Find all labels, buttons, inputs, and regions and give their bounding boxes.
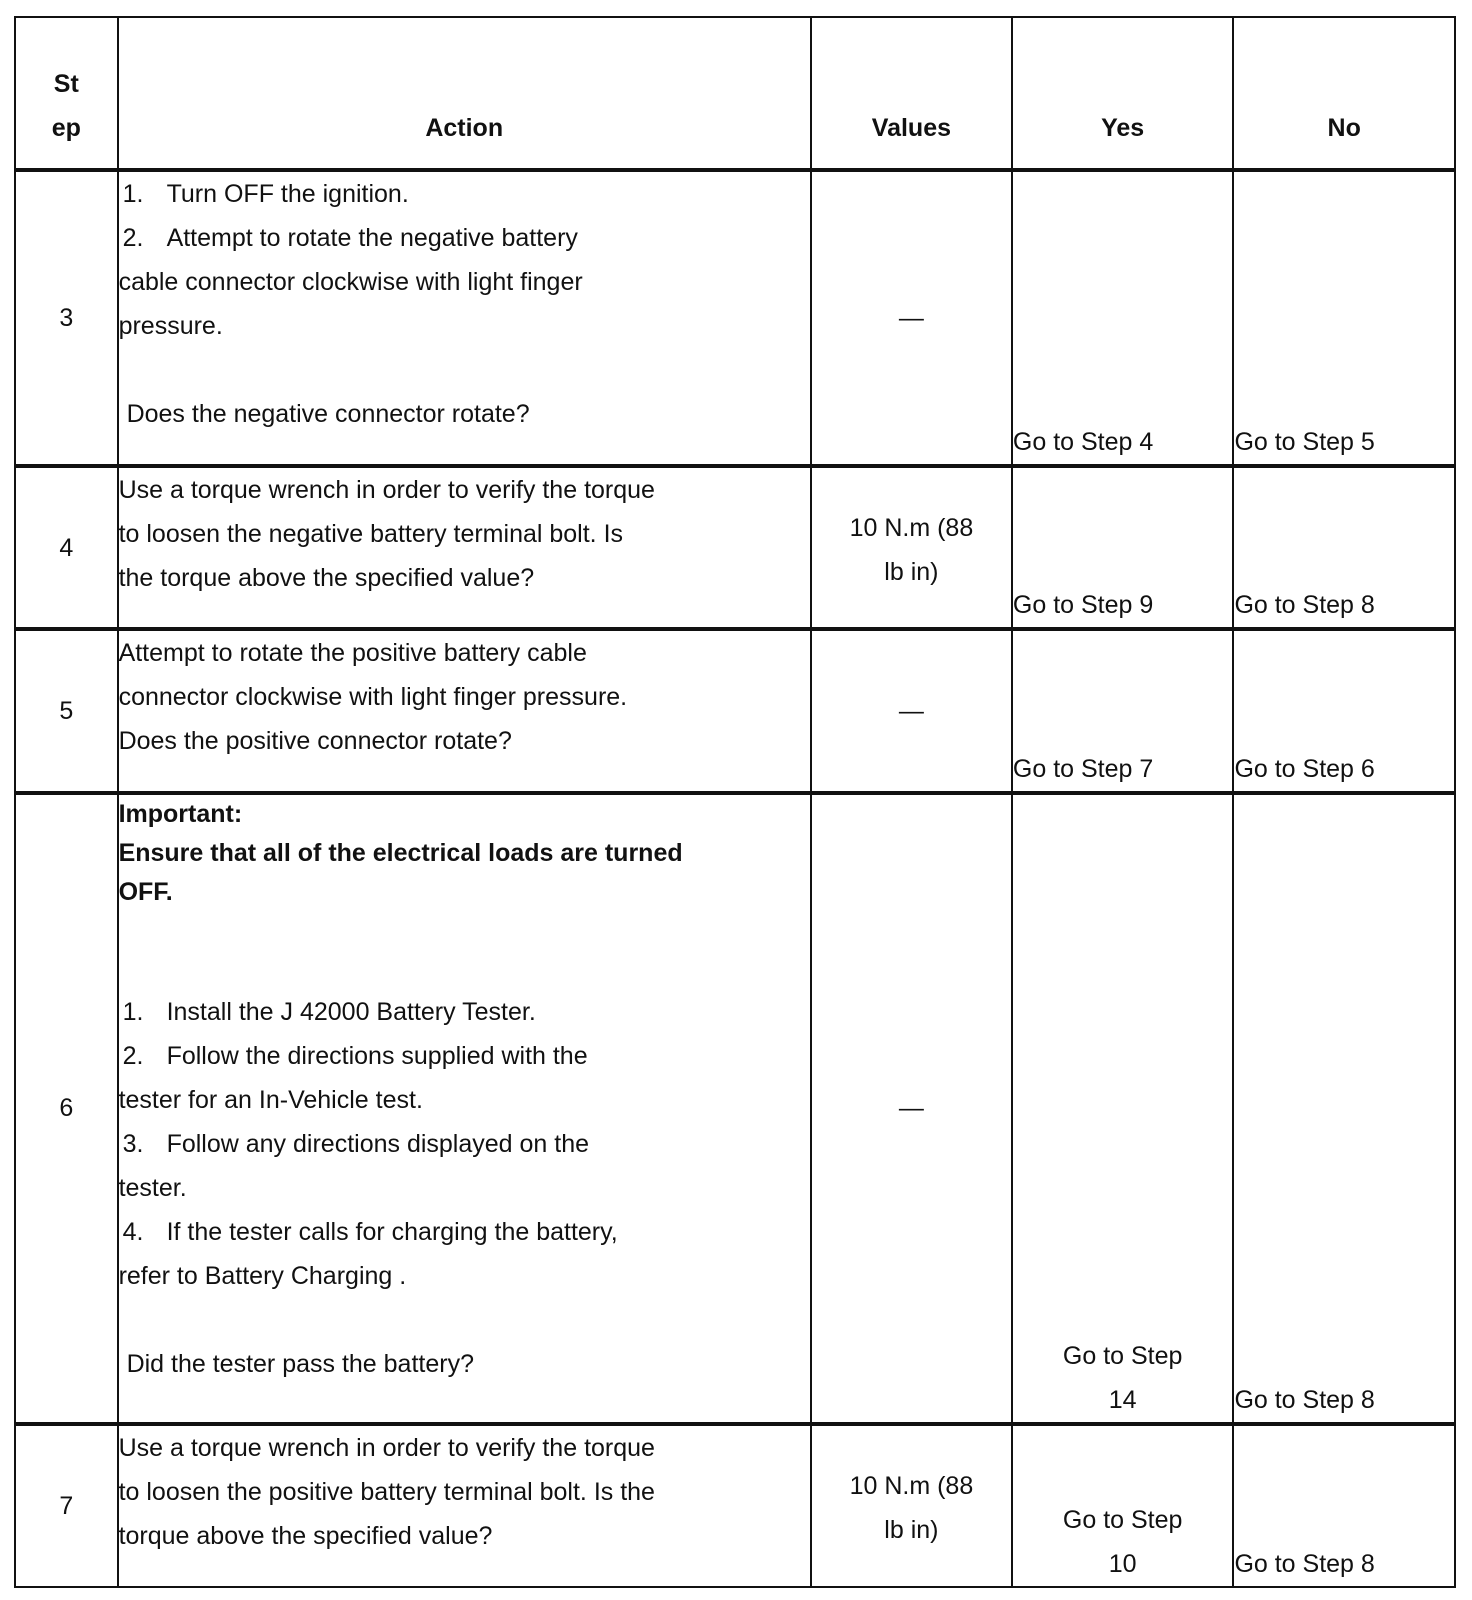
step-number: 3 bbox=[15, 170, 118, 466]
question-text: Does the negative connector rotate? bbox=[126, 400, 530, 429]
header-action: Action bbox=[118, 17, 811, 170]
value-cell: 10 N.m (88 lb in) bbox=[811, 1424, 1012, 1587]
yes-cell: Go to Step 10 bbox=[1012, 1424, 1234, 1587]
yes-cell: Go to Step 14 bbox=[1012, 793, 1234, 1424]
action-cell: Use a torque wrench in order to verify the torque to loosen the positive battery terminal bolt. Is the torque above the specified value? bbox=[118, 1424, 811, 1587]
table-row bbox=[15, 629, 1455, 792]
table-row bbox=[15, 793, 1455, 1424]
no-cell: Go to Step 5 bbox=[1233, 170, 1455, 466]
no-cell: Go to Step 8 bbox=[1233, 793, 1455, 1424]
action-cell: Use a torque wrench in order to verify the torque to loosen the negative battery terminal bolt. Is the torque above the specified value? bbox=[118, 466, 811, 629]
value-cell: 10 N.m (88 lb in) bbox=[811, 466, 1012, 629]
table-row bbox=[15, 1424, 1455, 1587]
value-cell: — bbox=[811, 629, 1012, 792]
table-row bbox=[15, 466, 1455, 629]
header-row bbox=[15, 17, 1455, 170]
header-values: Values bbox=[811, 17, 1012, 170]
diagnostic-table bbox=[14, 16, 1456, 1588]
step-number: 6 bbox=[15, 793, 118, 1424]
important-label: Important: bbox=[118, 799, 243, 828]
table-row bbox=[15, 170, 1455, 466]
header-no: No bbox=[1233, 17, 1455, 170]
header-step: St ep bbox=[15, 17, 118, 170]
action-cell: Important: Ensure that all of the electrical loads are turned OFF. 1. Install the J 42000 Battery Tester. 2. Follow the directions supplied with the tester for an In-Vehicle test. 3. Follow any directions displayed on the tester. 4. If the tester calls for charging the battery, refer to Battery Charging . Did the tester pass the battery? bbox=[118, 793, 811, 1424]
value-cell: — bbox=[811, 793, 1012, 1424]
value-cell: — bbox=[811, 170, 1012, 466]
step-number: 5 bbox=[15, 629, 118, 792]
yes-cell: Go to Step 7 bbox=[1012, 629, 1234, 792]
step-number: 7 bbox=[15, 1424, 118, 1587]
yes-cell: Go to Step 4 bbox=[1012, 170, 1234, 466]
step-number: 4 bbox=[15, 466, 118, 629]
header-yes: Yes bbox=[1012, 17, 1234, 170]
no-cell: Go to Step 8 bbox=[1233, 1424, 1455, 1587]
action-cell: 1. Turn OFF the ignition. 2. Attempt to rotate the negative battery cable connector clockwise with light finger pressure. Does the negative connector rotate? bbox=[118, 170, 811, 466]
action-cell: Attempt to rotate the positive battery cable connector clockwise with light finger pressure. Does the positive connector rotate? bbox=[118, 629, 811, 792]
no-cell: Go to Step 6 bbox=[1233, 629, 1455, 792]
yes-cell: Go to Step 9 bbox=[1012, 466, 1234, 629]
no-cell: Go to Step 8 bbox=[1233, 466, 1455, 629]
question-text: Did the tester pass the battery? bbox=[126, 1349, 474, 1378]
